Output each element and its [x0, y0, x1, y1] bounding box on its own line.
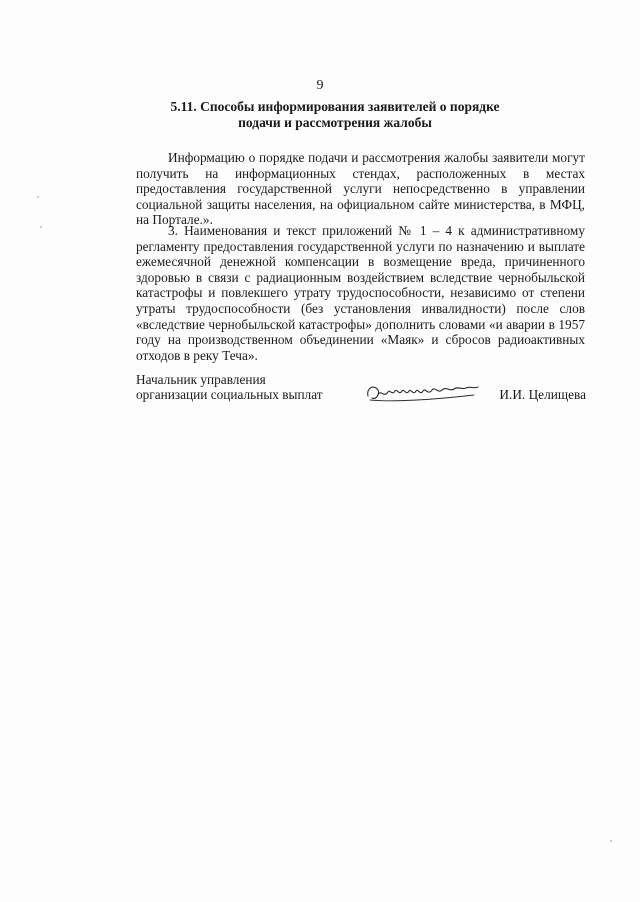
page-number: 9: [316, 78, 324, 93]
paragraph-text: Информацию о порядке подачи и рассмотрения жалобы заявители могут получить на информационных стендах, расположенных в местах предоставления государственной услуги непосредственно в управлении социальной защиты населения, на официальном сайте министерства, в МФЦ, на Портале.».: [136, 150, 585, 228]
paragraph-informing-methods: [136, 150, 585, 228]
section-heading-line-1: 5.11. Способы информирования заявителей о порядке: [170, 99, 500, 114]
signatory-name: И.И. Целищева: [499, 387, 586, 402]
handwritten-signature-icon: [362, 378, 482, 406]
signatory-title-line-2: организации социальных выплат: [136, 387, 323, 402]
signatory-title-line-1: Начальник управления: [136, 372, 266, 387]
section-heading-line-2: подачи и рассмотрения жалобы: [238, 115, 432, 130]
scan-artifact: [37, 196, 39, 198]
scan-artifact: [40, 226, 42, 228]
paragraph-text: 3. Наименования и текст приложений № 1 – 4 к административному регламенту предоставления государственной услуги по назначению и выплате ежемесячной денежной компенсации в возмещение вреда, причиненного здоровью в связи с радиационным воздействием вследствие чернобыльской катастрофы и повлекшего утрату трудоспособности, независимо от степени утраты трудоспособности (без установления инвалидности) после слов «вследствие чернобыльской катастрофы» дополнить словами «и аварии в 1957 году на производственном объединении «Маяк» и сбросов радиоактивных отходов в реку Теча».: [136, 223, 585, 363]
paragraph-appendix-amendment: [136, 223, 585, 363]
scan-artifact: [610, 840, 612, 842]
signature-block: [136, 372, 586, 408]
section-heading: [120, 99, 550, 131]
